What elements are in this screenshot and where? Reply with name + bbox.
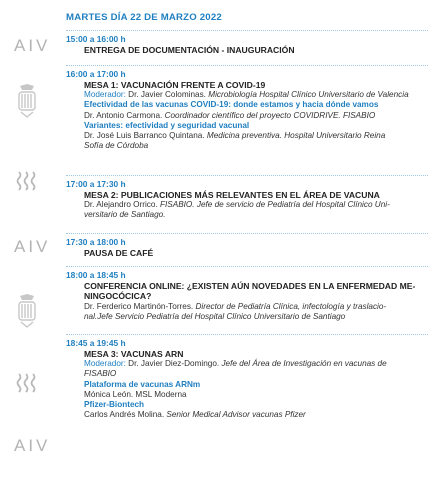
moderator-role: Jefe del Área de Investigación en vacunas de xyxy=(221,359,387,368)
speaker-name: Dr. Alejandro Orrico. xyxy=(84,200,158,209)
moderator-name: Dr. Javier Colominas. xyxy=(128,90,206,99)
time-slot: 15:00 a 16:00 h xyxy=(66,34,126,44)
speaker-name: Dr. Ferderico Martinón-Torres. xyxy=(84,301,194,311)
speaker-role: Senior Medical Advisor vacunas Pfizer xyxy=(166,410,306,420)
time-slot: 17:30 a 18:00 h xyxy=(66,237,126,247)
divider xyxy=(66,233,428,234)
speaker-name: Dr. Antonio Carmona. xyxy=(84,110,163,120)
valencia-crest-icon xyxy=(16,84,42,123)
session-title: CONFERENCIA ONLINE: ¿EXISTEN AÚN NOVEDADES EN LA ENFERMEDAD ME- xyxy=(84,280,416,291)
talk-title: Efectividad de las vacunas COVID-19: donde estamos y hacia dónde vamos xyxy=(84,100,379,110)
speaker-name: Dr. José Luis Barranco Quintana. xyxy=(84,131,205,141)
moderator-line xyxy=(84,90,428,100)
talk-speaker-line xyxy=(84,131,428,141)
session-title: ENTREGA DE DOCUMENTACIÓN - INAUGURACIÓN xyxy=(84,44,295,55)
date-header: MARTES DÍA 22 DE MARZO 2022 xyxy=(66,12,222,23)
divider xyxy=(66,266,428,267)
session-title: PAUSA DE CAFÉ xyxy=(84,247,154,258)
speaker-role: versitario de Santiago. xyxy=(84,210,166,220)
moderator-label: Moderador: xyxy=(84,359,126,368)
talk-speaker-line xyxy=(84,111,428,121)
schedule-block-2 xyxy=(66,65,428,152)
moderator-role: Microbiología Hospital Clínico Universitario de Valencia xyxy=(208,90,409,99)
talk-title: Plataforma de vacunas ARNm xyxy=(84,379,201,389)
moderator-line xyxy=(84,359,428,369)
moderator-name: Dr. Javier Diez-Domingo. xyxy=(128,359,220,368)
time-slot: 18:45 a 19:45 h xyxy=(66,338,126,348)
time-slot: 16:00 a 17:00 h xyxy=(66,69,126,79)
speaker-role: Medicina preventiva. Hospital Universitario Reina xyxy=(206,131,386,141)
speaker-line-cont xyxy=(84,210,428,220)
speaker-line xyxy=(84,302,428,312)
speaker-role: Sofía de Córdoba xyxy=(84,141,149,151)
time-slot: 18:00 a 18:45 h xyxy=(66,270,126,280)
speaker-role-cont xyxy=(84,141,428,151)
session-title: MESA 3: VACUNAS ARN xyxy=(84,348,184,359)
aiv-logo-3: AIV xyxy=(14,436,51,455)
talk-speaker-line xyxy=(84,410,428,420)
speaker-role: Coordinador científico del proyecto COVIDRIVE. FISABIO xyxy=(164,110,376,120)
talk-title: Pfizer-Biontech xyxy=(84,400,145,410)
speaker-name: Carlos Andrés Molina. xyxy=(84,410,165,420)
divider xyxy=(66,30,428,31)
divider xyxy=(66,175,428,176)
talk-title: Variantes: efectividad y seguridad vacunal xyxy=(84,120,250,130)
speaker-role: Director de Pediatría Clínica, infectología y traslacio- xyxy=(195,301,387,311)
session-title-cont: NINGOCÓCICA? xyxy=(84,291,152,301)
schedule-block-3 xyxy=(66,175,428,221)
moderator-role: FISABIO xyxy=(84,369,117,379)
speaker-role: FISABIO. Jefe de servicio de Pediatría del Hospital Clínico Uni- xyxy=(160,200,390,209)
aiv-logo: AIV xyxy=(14,36,51,55)
moderator-role-cont xyxy=(84,369,428,379)
speaker-line-cont xyxy=(84,312,428,322)
divider xyxy=(66,65,428,66)
moderator-label: Moderador: xyxy=(84,90,126,99)
schedule-block-5 xyxy=(66,266,428,322)
wave-pattern-icon-2 xyxy=(16,372,42,399)
aiv-logo-2: AIV xyxy=(14,237,51,256)
speaker-name: Mónica León. MSL Moderna xyxy=(84,389,187,399)
valencia-crest-icon-2 xyxy=(16,294,42,333)
session-title: MESA 2: PUBLICACIONES MÁS RELEVANTES EN EL ÁREA DE VACUNA xyxy=(84,189,380,200)
time-slot: 17:00 a 17:30 h xyxy=(66,179,126,189)
speaker-line xyxy=(84,200,428,210)
wave-pattern-icon xyxy=(16,170,42,197)
divider xyxy=(66,334,428,335)
schedule-block-6 xyxy=(66,334,428,421)
schedule-block-4 xyxy=(66,233,428,258)
schedule-block-1 xyxy=(66,30,428,55)
session-title: MESA 1: VACUNACIÓN FRENTE A COVID-19 xyxy=(84,79,266,90)
speaker-role: nal.Jefe Servicio Pediatría del Hospital Clínico Universitario de Santiago xyxy=(84,311,346,321)
